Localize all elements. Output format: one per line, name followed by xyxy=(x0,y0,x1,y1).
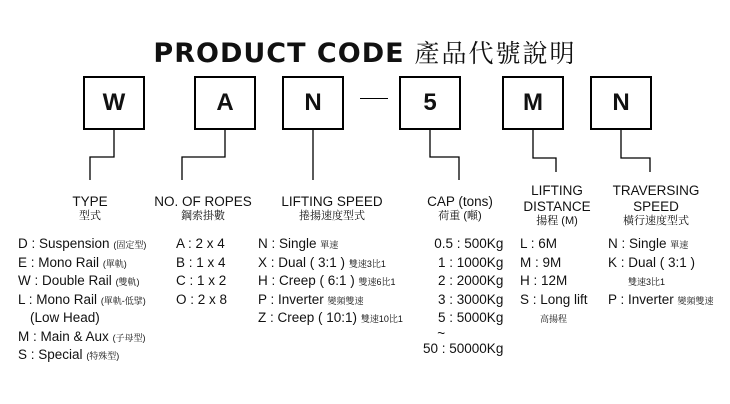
list-item: K : Dual ( 3:1 ) xyxy=(608,254,696,270)
code-box-lift-speed: N xyxy=(282,76,344,130)
list-item: 3 : 3000Kg xyxy=(438,291,504,307)
title-zh: 產品代號說明 xyxy=(414,39,577,68)
list-item: L : Mono Rail (單軌-低擘) xyxy=(18,291,146,307)
list-item: D : Suspension (固定型) xyxy=(18,236,147,251)
type-list xyxy=(18,235,146,365)
cap-heading: CAP (tons) 荷重 (噸) xyxy=(427,194,493,222)
list-item: 雙速3比1 xyxy=(628,277,666,287)
list-item: 1 : 1000Kg xyxy=(438,254,504,270)
list-item: 高揚程 xyxy=(540,314,568,324)
traversing-speed-list xyxy=(608,235,714,309)
list-item: C : 1 x 2 xyxy=(176,273,227,288)
list-item: X : Dual ( 3:1 ) 雙速3比1 xyxy=(258,254,386,270)
list-item: H : 12M xyxy=(520,273,568,288)
list-item: (Low Head) xyxy=(30,310,100,325)
code-box-type: W xyxy=(83,76,145,130)
list-item: M : 9M xyxy=(520,254,562,270)
ropes-heading: NO. OF ROPES 鋼索掛數 xyxy=(154,194,252,222)
lifting-distance-list xyxy=(520,235,588,328)
code-box-cap: 5 xyxy=(399,76,461,130)
list-item: P : Inverter 變頻雙速 xyxy=(608,291,714,307)
list-item: ~ xyxy=(437,325,446,341)
list-item: 5 : 5000Kg xyxy=(438,310,504,325)
code-box-trav-speed: N xyxy=(590,76,652,130)
list-item: H : Creep ( 6:1 ) 雙速6比1 xyxy=(258,273,396,288)
list-item: Z : Creep ( 10:1) 雙速10比1 xyxy=(258,310,403,325)
cap-list xyxy=(423,235,503,358)
lifting-distance-heading: LIFTING DISTANCE 揚程 (M) xyxy=(523,183,591,227)
type-heading: TYPE 型式 xyxy=(72,194,108,222)
list-item: L : 6M xyxy=(520,236,558,251)
list-item: 2 : 2000Kg xyxy=(438,273,504,288)
lifting-speed-list xyxy=(258,235,403,328)
ropes-list xyxy=(176,235,227,309)
list-item: W : Double Rail (雙軌) xyxy=(18,273,140,288)
list-item: S : Long lift xyxy=(520,291,588,307)
list-item: N : Single 單速 xyxy=(608,236,689,251)
page-title xyxy=(0,34,730,70)
list-item: S : Special (特殊型) xyxy=(18,347,120,362)
list-item: P : Inverter 變頻雙速 xyxy=(258,291,364,307)
list-item: M : Main & Aux (子母型) xyxy=(18,328,146,344)
code-box-ropes: A xyxy=(194,76,256,130)
list-item: O : 2 x 8 xyxy=(176,291,228,307)
title-en: PRODUCT CODE xyxy=(153,38,405,69)
list-item: 0.5 : 500Kg xyxy=(434,236,504,251)
list-item: E : Mono Rail (單軌) xyxy=(18,254,127,270)
traversing-speed-heading: TRAVERSING SPEED 橫行速度型式 xyxy=(612,183,700,227)
list-item: N : Single 單速 xyxy=(258,236,339,251)
list-item: B : 1 x 4 xyxy=(176,254,226,270)
list-item: A : 2 x 4 xyxy=(176,236,225,251)
list-item: 50 : 50000Kg xyxy=(423,340,504,356)
lifting-speed-heading: LIFTING SPEED 捲揚速度型式 xyxy=(281,194,383,222)
code-separator-dash xyxy=(360,98,388,99)
code-box-distance: M xyxy=(502,76,564,130)
